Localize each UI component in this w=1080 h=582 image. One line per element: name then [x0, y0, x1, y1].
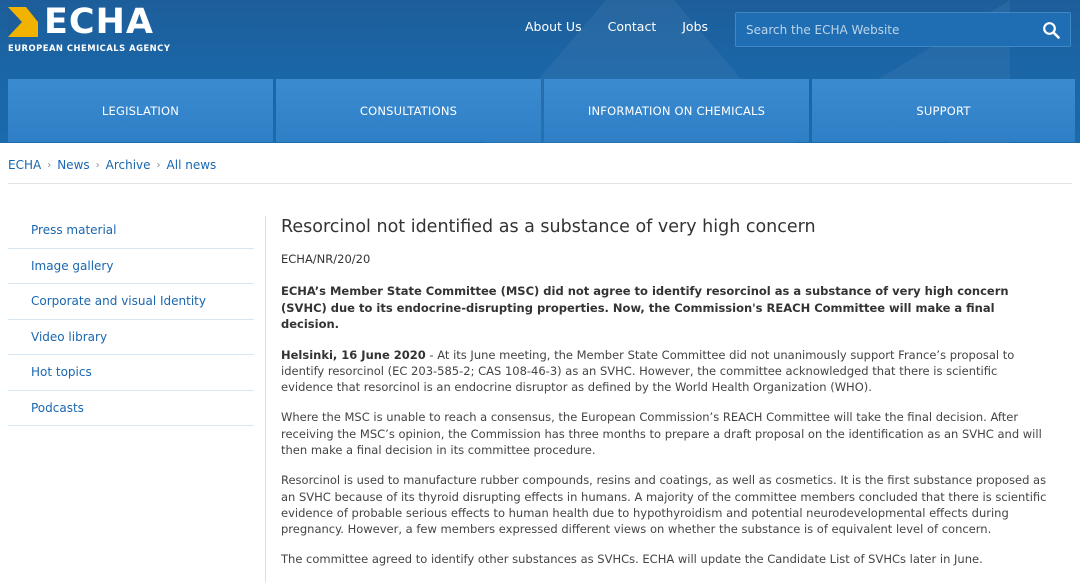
article-dateline: Helsinki, 16 June 2020 — [281, 347, 426, 362]
site-header — [0, 0, 1080, 143]
article-lead: ECHA’s Member State Committee (MSC) did not agree to identify resorcinol as a substance of very high concern (SVHC) due to its endocrine-disrupting properties. Now, the Commission's REACH Committee will make a final decision. — [281, 284, 1009, 331]
sidebar-item-image-gallery[interactable]: Image gallery — [8, 249, 254, 285]
breadcrumb-all-news[interactable]: All news — [166, 158, 217, 172]
column-divider — [265, 216, 266, 582]
search-box — [735, 12, 1071, 47]
nav-consultations[interactable]: CONSULTATIONS — [276, 79, 541, 142]
chevron-right-icon: › — [95, 159, 100, 171]
nav-legislation[interactable]: LEGISLATION — [8, 79, 273, 142]
article-paragraph: Where the MSC is unable to reach a consensus, the European Commission’s REACH Committee will take the final decision. After receiving the MSC’s opinion, the Commission has three months to prepare a draft proposal on the identification as an SVHC and will then make a final decision in its committee procedure. — [281, 410, 1042, 457]
article-paragraph: Resorcinol is used to manufacture rubber compounds, resins and coatings, as well as cosmetics. It is the first substance proposed as an SVHC because of its thyroid disrupting effects in humans. A majority of the committee members concluded that there is scientific evidence of probable serious effects to human health due to hypothyroidism and potential neurodevelopmental effects during pregnancy. However, a few members expressed different views on whether the substance is of equivalent level of concern. — [281, 473, 1047, 537]
logo-name: ECHA — [44, 2, 154, 42]
article-paragraph: The committee agreed to identify other substances as SVHCs. ECHA will update the Candidate List of SVHCs later in June. — [281, 552, 983, 567]
search-icon[interactable] — [1042, 21, 1060, 39]
nav-information-on-chemicals[interactable]: INFORMATION ON CHEMICALS — [544, 79, 809, 142]
sidebar-item-corporate-identity[interactable]: Corporate and visual Identity — [8, 284, 254, 320]
top-links — [512, 19, 721, 34]
paragraph-text: - At its June meeting, the Member State Committee did not unanimously support France’s proposal to identify resorcinol (EC 203-585-2; CAS 108-46-3) as an SVHC. However, the committee acknowledged that there is scientific evidence that resorcinol is an endocrine disruptor as defined by the World Health Organization (WHO). — [281, 347, 1015, 395]
article-paragraph — [281, 347, 1051, 396]
news-article — [281, 215, 1051, 568]
breadcrumb-news[interactable]: News — [57, 158, 90, 172]
contact-link[interactable]: Contact — [607, 19, 657, 34]
article-reference: ECHA/NR/20/20 — [281, 252, 371, 266]
logo-subtitle: EUROPEAN CHEMICALS AGENCY — [8, 43, 171, 53]
nav-support[interactable]: SUPPORT — [812, 79, 1075, 142]
sidebar-item-video-library[interactable]: Video library — [8, 320, 254, 356]
breadcrumb-echa[interactable]: ECHA — [8, 158, 42, 172]
chevron-right-icon: › — [47, 159, 52, 171]
chevron-right-icon: › — [156, 159, 161, 171]
jobs-link[interactable]: Jobs — [682, 19, 709, 34]
sidebar-item-hot-topics[interactable]: Hot topics — [8, 355, 254, 391]
sidebar — [8, 213, 254, 426]
about-us-link[interactable]: About Us — [525, 19, 582, 34]
echa-logo[interactable] — [8, 2, 198, 53]
divider — [8, 183, 1072, 184]
logo-mark-icon — [8, 7, 38, 37]
sidebar-item-podcasts[interactable]: Podcasts — [8, 391, 254, 427]
search-input[interactable] — [736, 13, 1026, 46]
breadcrumb-archive[interactable]: Archive — [105, 158, 151, 172]
main-navigation — [8, 79, 1078, 142]
sidebar-item-press-material[interactable]: Press material — [8, 213, 254, 249]
article-title: Resorcinol not identified as a substance of very high concern — [281, 217, 816, 237]
breadcrumb — [8, 158, 216, 172]
